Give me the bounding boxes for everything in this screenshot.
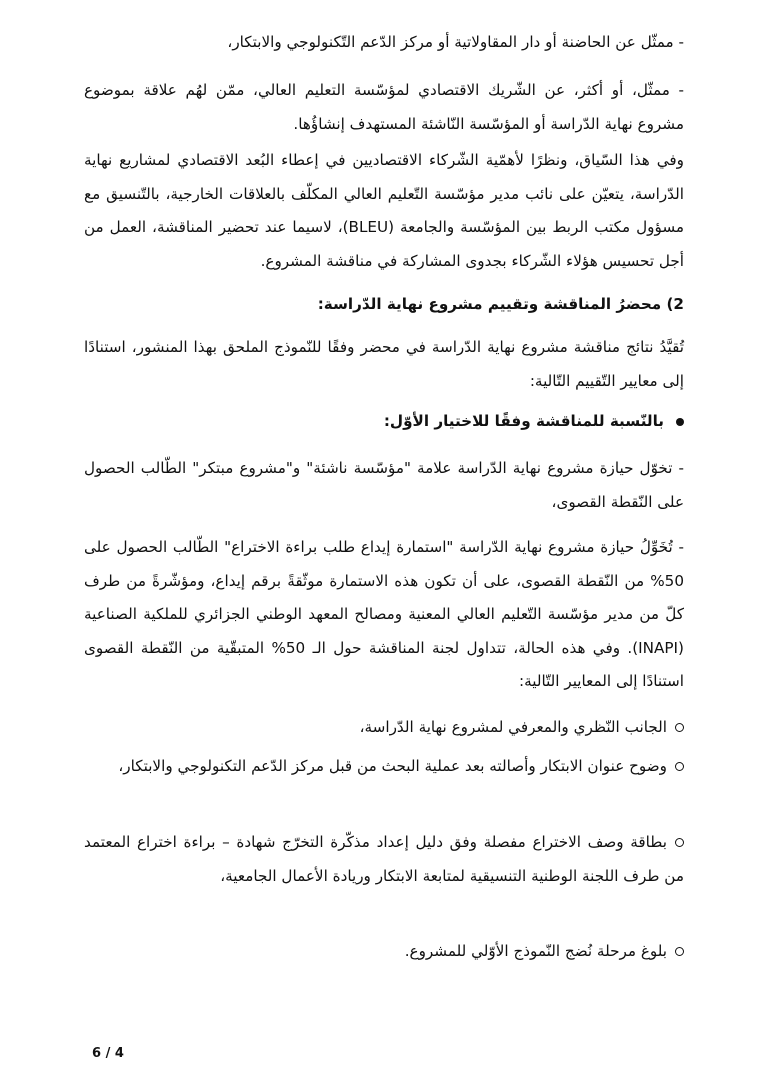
criterion-text: بلوغ مرحلة نُضج النّموذج الأوّلي للمشروع. — [404, 942, 667, 960]
dash-item-incubator: - ممثّل عن الحاضنة أو دار المقاولاتية أو مركز الدّعم التّكنولوجي والابتكار، — [227, 33, 684, 51]
criterion-item — [84, 935, 684, 969]
bullet-first-choice — [84, 405, 684, 439]
rule-patent-form: - تُخَوِّلُ حيازة مشروع نهاية الدّراسة "استمارة إيداع طلب براءة الاختراع" الطّالب الحصول على 50% من النّقطة القصوى، على أن تكون هذه الاستمارة موثّقةً برقم إيداع، ومؤشّرةً من طرف كلّ من مدير مؤسّسة التّعليم العالي المعنية ومصالح المعهد الوطني الجزائري للملكية الصناعية (INAPI). وفي هذه الحالة، تتداول لجنة المناقشة حول الـ 50% المتبقّية من النّقطة القصوى استنادًا إلى المعايير التّالية: — [84, 538, 684, 690]
circle-bullet-icon — [675, 947, 684, 956]
context-paragraph: وفي هذا السّياق، ونظرًا لأهمّية الشّركاء الاقتصاديين في إعطاء البُعد الاقتصادي لمشاريع نهاية الدّراسة، يتعيّن على نائب مدير مؤسّسة التّعليم العالي المكلّف بالعلاقات الخارجية، بالتّنسيق مع مسؤول مكتب الربط بين المؤسّسة والجامعة (BLEU)، لاسيما عند تحضير المناقشة، العمل من أجل تحسيس هؤلاء الشّركاء بجدوى المشاركة في مناقشة المشروع. — [84, 151, 685, 270]
section-intro: تُقيَّدُ نتائج مناقشة مشروع نهاية الدّراسة في محضر وفقًا للنّموذج الملحق بهذا المنشور، استنادًا إلى معايير التّقييم التّالية: — [84, 338, 684, 390]
criterion-text: الجانب النّظري والمعرفي لمشروع نهاية الدّراسة، — [359, 718, 667, 736]
criterion-item — [84, 750, 684, 784]
dash-item-economic-partner: - ممثّل، أو أكثر، عن الشّريك الاقتصادي لمؤسّسة التعليم العالي، ممّن لهُم علاقة بموضوع مشروع نهاية الدّراسة أو المؤسّسة النّاشئة المستهدف إنشاؤُها. — [84, 81, 684, 133]
criterion-text: وضوح عنوان الابتكار وأصالته بعد عملية البحث من قبل مركز الدّعم التكنولوجي والابتكار، — [118, 757, 667, 775]
bullet-dot-icon — [676, 418, 684, 426]
circle-bullet-icon — [675, 723, 684, 732]
criterion-item — [84, 711, 684, 745]
page-number: 6 / 4 — [92, 1046, 124, 1061]
circle-bullet-icon — [675, 762, 684, 771]
criterion-text: بطاقة وصف الاختراع مفصلة وفق دليل إعداد مذكّرة التخرّج شهادة – براءة اختراع المعتمد من طرف اللجنة الوطنية التنسيقية لمتابعة الابتكار وريادة الأعمال الجامعية، — [84, 833, 684, 885]
criterion-item — [84, 826, 684, 893]
section-heading: 2) محضرُ المناقشة وتقييم مشروع نهاية الدّراسة: — [317, 295, 684, 313]
circle-bullet-icon — [675, 838, 684, 847]
rule-startup-label: - تخوّل حيازة مشروع نهاية الدّراسة علامة "مؤسّسة ناشئة" و"مشروع مبتكر" الطّالب الحصول على النّقطة القصوى، — [84, 459, 684, 511]
bullet-heading: بالنّسبة للمناقشة وفقًا للاختيار الأوّل: — [383, 412, 664, 430]
